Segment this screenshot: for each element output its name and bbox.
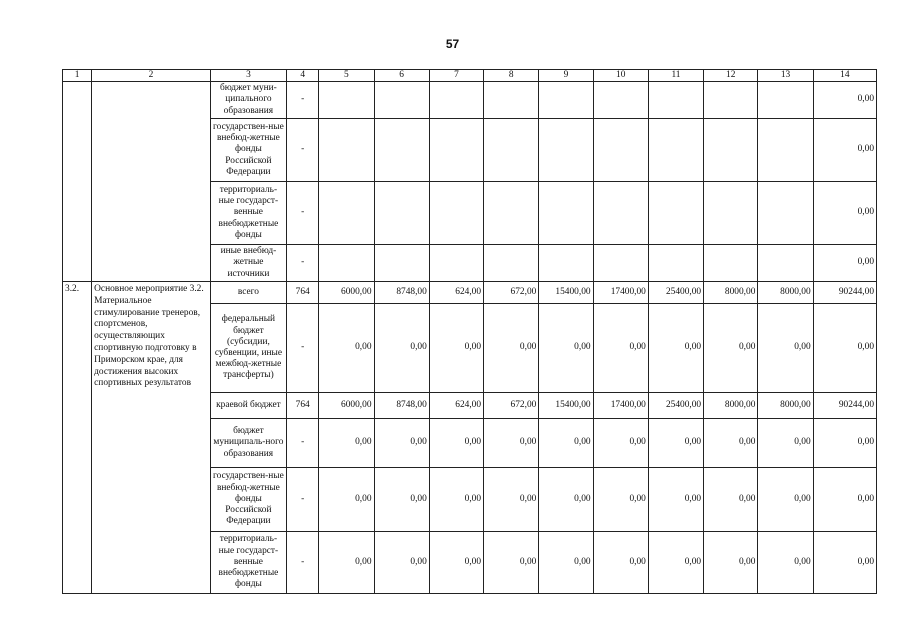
grbs-code-cell: - [287, 182, 319, 245]
amount-cell: 15400,00 [539, 393, 593, 419]
amount-cell [704, 182, 758, 245]
amount-cell: 0,00 [704, 419, 758, 468]
row-number-cell: 3.2. [63, 282, 92, 594]
amount-cell [374, 82, 429, 119]
amount-cell [704, 82, 758, 119]
amount-cell: 0,00 [704, 304, 758, 393]
amount-cell [539, 119, 593, 182]
amount-cell [319, 82, 374, 119]
row-number-cell [63, 82, 92, 282]
amount-cell [319, 182, 374, 245]
amount-cell: 8748,00 [374, 393, 429, 419]
amount-cell: 17400,00 [593, 393, 648, 419]
amount-cell [758, 119, 813, 182]
amount-cell [593, 182, 648, 245]
amount-cell: 0,00 [593, 304, 648, 393]
funding-source-cell: краевой бюджет [210, 393, 286, 419]
column-number-cell: 13 [758, 70, 813, 82]
amount-cell: 0,00 [484, 419, 539, 468]
amount-cell: 0,00 [758, 419, 813, 468]
amount-cell: 0,00 [813, 304, 876, 393]
funding-source-cell: иные внебюд-жетные источники [210, 245, 286, 282]
funding-source-cell: государствен-ные внебюд-жетные фонды Российской Федерации [210, 119, 286, 182]
amount-cell [648, 119, 703, 182]
amount-cell: 0,00 [813, 82, 876, 119]
column-number-cell: 4 [287, 70, 319, 82]
amount-cell: 0,00 [484, 532, 539, 594]
amount-cell: 8000,00 [704, 393, 758, 419]
measure-title-cell: Основное мероприятие 3.2. Материальное стимулирование тренеров, спортсменов, осуществляющих спортивную подготовку в Приморском крае, для достижения высоких спортивных результатов [92, 282, 211, 594]
column-number-cell: 5 [319, 70, 374, 82]
amount-cell [758, 245, 813, 282]
amount-cell: 25400,00 [648, 393, 703, 419]
amount-cell [429, 245, 483, 282]
amount-cell: 0,00 [648, 419, 703, 468]
amount-cell [319, 245, 374, 282]
amount-cell [374, 182, 429, 245]
budget-table [62, 69, 877, 594]
amount-cell: 0,00 [374, 304, 429, 393]
grbs-code-cell: 764 [287, 282, 319, 304]
amount-cell [648, 245, 703, 282]
amount-cell: 17400,00 [593, 282, 648, 304]
column-number-cell: 9 [539, 70, 593, 82]
amount-cell: 0,00 [429, 419, 483, 468]
amount-cell [539, 82, 593, 119]
amount-cell: 0,00 [648, 304, 703, 393]
amount-cell [429, 182, 483, 245]
amount-cell: 6000,00 [319, 282, 374, 304]
amount-cell: 0,00 [374, 532, 429, 594]
column-number-cell: 3 [210, 70, 286, 82]
table-row [63, 82, 877, 119]
column-number-cell: 12 [704, 70, 758, 82]
funding-source-cell: государствен-ные внебюд-жетные фонды Российской Федерации [210, 468, 286, 532]
amount-cell [539, 182, 593, 245]
grbs-code-cell: - [287, 82, 319, 119]
amount-cell: 15400,00 [539, 282, 593, 304]
amount-cell: 0,00 [484, 304, 539, 393]
amount-cell: 8000,00 [704, 282, 758, 304]
amount-cell: 0,00 [374, 468, 429, 532]
column-number-cell: 2 [92, 70, 211, 82]
amount-cell: 0,00 [484, 468, 539, 532]
amount-cell: 0,00 [319, 304, 374, 393]
amount-cell: 672,00 [484, 393, 539, 419]
amount-cell [484, 245, 539, 282]
funding-source-cell: территориаль-ные государст-венные внебюджетные фонды [210, 532, 286, 594]
grbs-code-cell: - [287, 419, 319, 468]
amount-cell: 0,00 [758, 468, 813, 532]
amount-cell: 0,00 [374, 419, 429, 468]
amount-cell [593, 82, 648, 119]
amount-cell: 0,00 [813, 468, 876, 532]
column-number-cell: 1 [63, 70, 92, 82]
grbs-code-cell: - [287, 304, 319, 393]
amount-cell: 0,00 [593, 419, 648, 468]
amount-cell [484, 119, 539, 182]
amount-cell [758, 182, 813, 245]
grbs-code-cell: - [287, 468, 319, 532]
column-number-cell: 14 [813, 70, 876, 82]
column-number-header [63, 70, 877, 82]
amount-cell: 0,00 [539, 468, 593, 532]
funding-source-cell: бюджет муни-ципального образования [210, 82, 286, 119]
amount-cell: 0,00 [813, 532, 876, 594]
amount-cell: 0,00 [539, 419, 593, 468]
table-body [63, 70, 877, 594]
amount-cell: 0,00 [539, 304, 593, 393]
column-number-cell: 7 [429, 70, 483, 82]
amount-cell: 0,00 [593, 468, 648, 532]
amount-cell: 624,00 [429, 393, 483, 419]
amount-cell: 8000,00 [758, 282, 813, 304]
amount-cell: 8748,00 [374, 282, 429, 304]
amount-cell: 0,00 [429, 532, 483, 594]
amount-cell: 624,00 [429, 282, 483, 304]
funding-source-cell: всего [210, 282, 286, 304]
amount-cell [593, 245, 648, 282]
amount-cell: 25400,00 [648, 282, 703, 304]
funding-source-cell: федеральный бюджет (субсидии, субвенции, иные межбюд-жетные трансферты) [210, 304, 286, 393]
column-number-cell: 6 [374, 70, 429, 82]
amount-cell [319, 119, 374, 182]
amount-cell: 90244,00 [813, 393, 876, 419]
page-number: 57 [445, 37, 460, 51]
amount-cell: 6000,00 [319, 393, 374, 419]
column-number-cell: 11 [648, 70, 703, 82]
amount-cell: 0,00 [813, 119, 876, 182]
amount-cell: 672,00 [484, 282, 539, 304]
grbs-code-cell: - [287, 245, 319, 282]
amount-cell: 0,00 [758, 304, 813, 393]
amount-cell: 0,00 [813, 419, 876, 468]
amount-cell: 0,00 [704, 468, 758, 532]
column-number-cell: 8 [484, 70, 539, 82]
amount-cell: 0,00 [648, 468, 703, 532]
amount-cell: 0,00 [319, 532, 374, 594]
amount-cell: 0,00 [813, 182, 876, 245]
amount-cell [648, 82, 703, 119]
amount-cell: 0,00 [319, 419, 374, 468]
funding-source-cell: бюджет муниципаль-ного образования [210, 419, 286, 468]
amount-cell: 8000,00 [758, 393, 813, 419]
amount-cell: 90244,00 [813, 282, 876, 304]
table-row [63, 282, 877, 304]
grbs-code-cell: 764 [287, 393, 319, 419]
funding-source-cell: территориаль-ные государст-венные внебюджетные фонды [210, 182, 286, 245]
grbs-code-cell: - [287, 532, 319, 594]
grbs-code-cell: - [287, 119, 319, 182]
amount-cell: 0,00 [593, 532, 648, 594]
amount-cell [429, 82, 483, 119]
column-number-cell: 10 [593, 70, 648, 82]
amount-cell: 0,00 [429, 468, 483, 532]
amount-cell [484, 182, 539, 245]
amount-cell [429, 119, 483, 182]
amount-cell [374, 119, 429, 182]
amount-cell [704, 119, 758, 182]
amount-cell [539, 245, 593, 282]
amount-cell: 0,00 [539, 532, 593, 594]
amount-cell [374, 245, 429, 282]
amount-cell [484, 82, 539, 119]
amount-cell [758, 82, 813, 119]
amount-cell [593, 119, 648, 182]
amount-cell: 0,00 [648, 532, 703, 594]
amount-cell: 0,00 [319, 468, 374, 532]
amount-cell [648, 182, 703, 245]
measure-title-cell [92, 82, 211, 282]
amount-cell: 0,00 [813, 245, 876, 282]
amount-cell: 0,00 [758, 532, 813, 594]
amount-cell: 0,00 [429, 304, 483, 393]
amount-cell: 0,00 [704, 532, 758, 594]
amount-cell [704, 245, 758, 282]
